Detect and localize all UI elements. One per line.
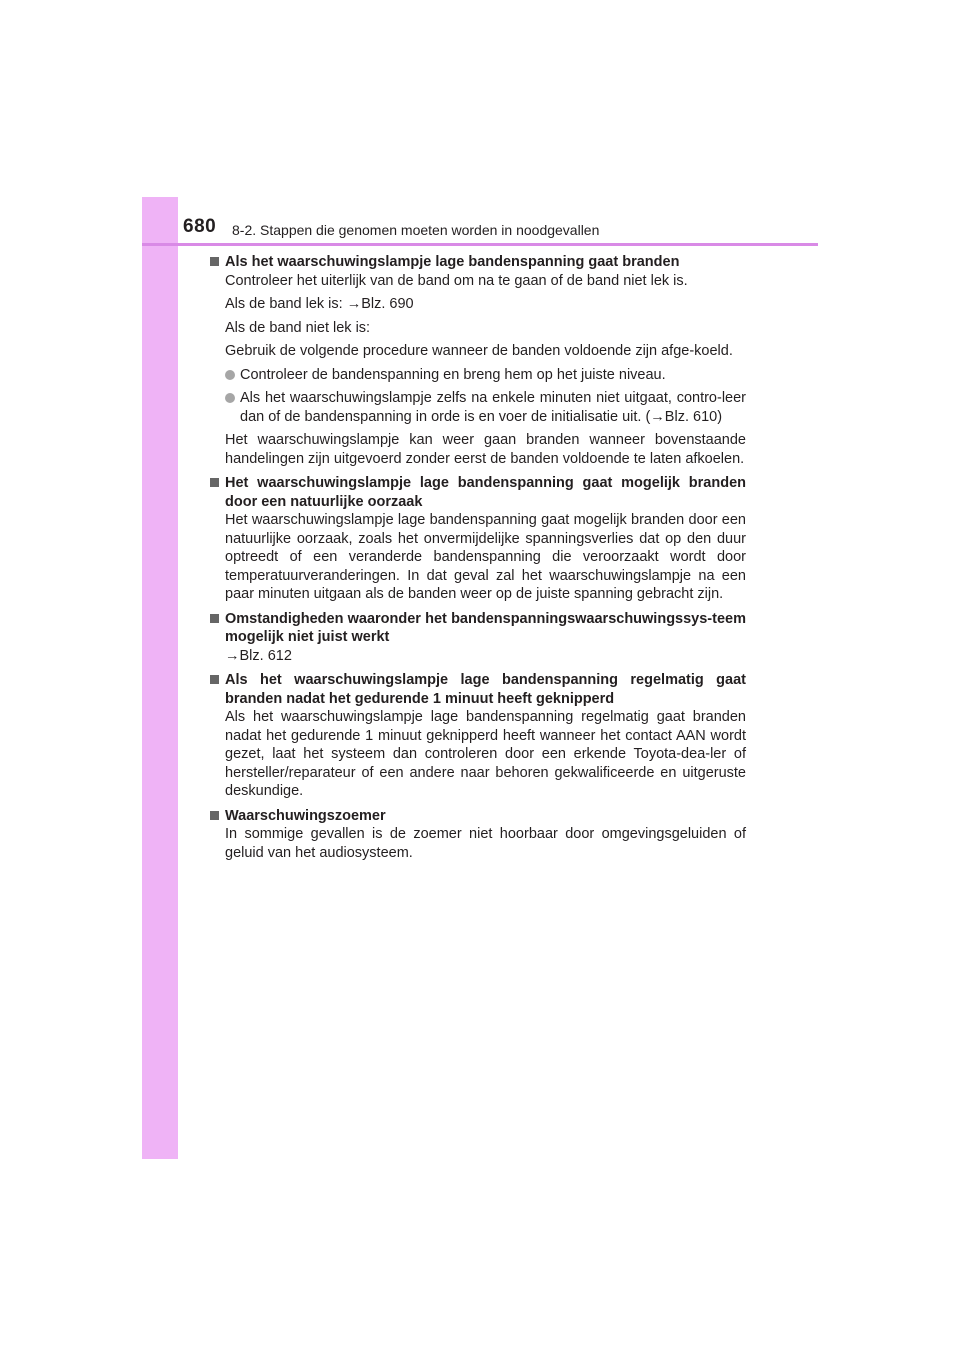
paragraph: Gebruik de volgende procedure wanneer de banden voldoende zijn afge-koeld. <box>225 343 733 359</box>
bullet-text: Als het waarschuwingslampje zelfs na enkele minuten niet uitgaat, contro-leer dan of de bandenspanning in orde is en voer de initialisatie uit. (→Blz. 610) <box>240 390 746 425</box>
circle-bullet-icon <box>225 393 235 403</box>
paragraph: Als de band niet lek is: <box>225 319 371 336</box>
paragraph: Als het waarschuwingslampje lage bandenspanning regelmatig gaat branden nadat het gedurende 1 minuut geknipperd heeft wanneer het contact AAN wordt gezet, laat het systeem dan controleren door een erkende Toyota-dea-ler of hersteller/reparateur of een andere naar behoren gekwalificeerde en uitgeruste deskundige. <box>225 709 746 799</box>
section-heading-text: Als het waarschuwingslampje lage bandenspanning gaat branden <box>225 254 680 270</box>
section-heading-text: Als het waarschuwingslampje lage bandenspanning regelmatig gaat branden nadat het gedurende 1 minuut heeft geknipperd <box>225 672 746 707</box>
paragraph: Controleer het uiterlijk van de band om na te gaan of de band niet lek is. <box>225 272 688 289</box>
section-warning-buzzer <box>210 807 746 863</box>
side-tab-band <box>142 197 178 1159</box>
section-heading-text: Waarschuwingszoemer <box>225 807 386 824</box>
bullet-text: Controleer de bandenspanning en breng hem op het juiste niveau. <box>240 366 666 383</box>
section-heading-text: Het waarschuwingslampje lage bandenspanning gaat mogelijk branden door een natuurlijke oorzaak <box>225 475 746 510</box>
section-heading <box>210 253 746 272</box>
bullet-item <box>210 366 746 385</box>
page-content <box>210 253 746 868</box>
chapter-title: 8-2. Stappen die genomen moeten worden in noodgevallen <box>232 222 600 238</box>
page-number: 680 <box>183 216 217 237</box>
square-bullet-icon <box>210 257 219 266</box>
section-heading <box>210 610 746 647</box>
square-bullet-icon <box>210 675 219 684</box>
square-bullet-icon <box>210 811 219 820</box>
section-heading-text: Omstandigheden waaronder het bandenspanningswaarschuwingssys-teem mogelijk niet juist werkt <box>225 610 746 645</box>
square-bullet-icon <box>210 614 219 623</box>
paragraph: In sommige gevallen is de zoemer niet hoorbaar door omgevingsgeluiden of geluid van het audiosysteem. <box>225 826 746 861</box>
header-divider <box>142 243 818 246</box>
paragraph: →Blz. 612 <box>225 647 292 664</box>
paragraph: Het waarschuwingslampje lage bandenspanning gaat mogelijk branden door een natuurlijke oorzaak, zoals het onvermijdelijke spanningsverlies dat op den duur optreedt of een veranderde bandenspanning die veroorzaakt wordt door temperatuurveranderingen. In dat geval zal het waarschuwingslampje na een paar minuten uitgaan als de banden weer op de juiste spanning gebracht zijn. <box>225 512 746 602</box>
section-heading <box>210 671 746 708</box>
square-bullet-icon <box>210 478 219 487</box>
section-system-limitations <box>210 610 746 666</box>
section-heading <box>210 807 746 826</box>
section-natural-cause <box>210 474 746 604</box>
circle-bullet-icon <box>225 370 235 380</box>
section-warning-light-on <box>210 253 746 468</box>
bullet-item <box>210 389 746 426</box>
paragraph: Het waarschuwingslampje kan weer gaan branden wanneer bovenstaande handelingen zijn uitgevoerd zonder eerst de banden voldoende te laten afkoelen. <box>225 432 746 467</box>
paragraph: Als de band lek is: →Blz. 690 <box>225 296 414 312</box>
section-heading <box>210 474 746 511</box>
section-flashing-warning <box>210 671 746 801</box>
